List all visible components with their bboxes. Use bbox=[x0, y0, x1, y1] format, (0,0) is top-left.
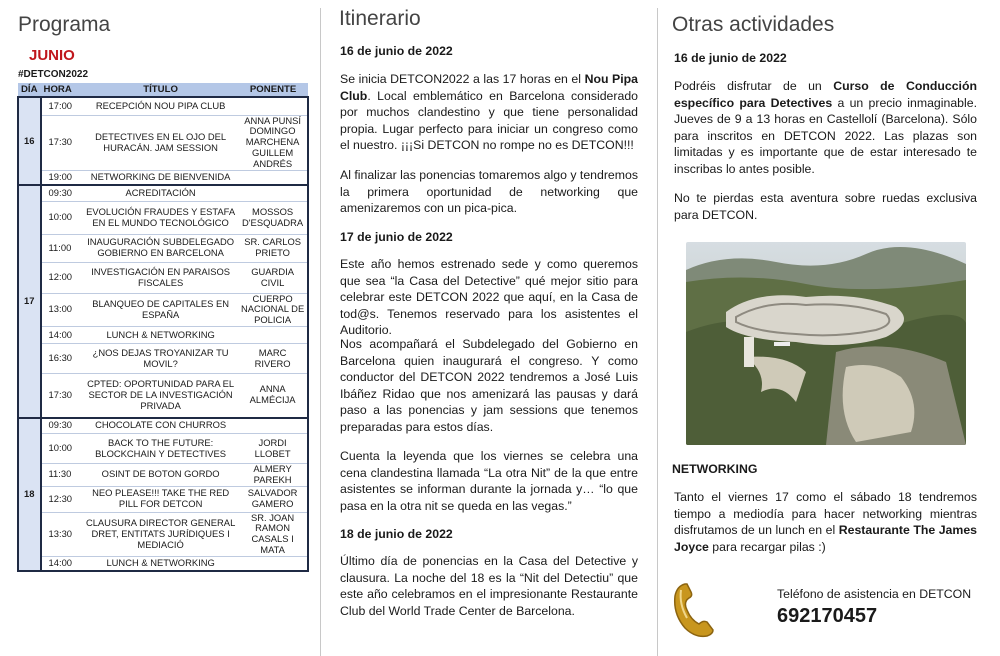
table-row bbox=[18, 486, 308, 512]
speaker-cell bbox=[238, 185, 308, 201]
speaker-cell: ANNA ALMÉCIJA bbox=[238, 374, 308, 418]
table-row bbox=[18, 418, 308, 434]
phone-number[interactable]: 692170457 bbox=[777, 605, 878, 627]
table-row bbox=[18, 234, 308, 262]
title-cell: INVESTIGACIÓN EN PARAISOS FISCALES bbox=[83, 262, 238, 293]
otras-paragraph-3: Tanto el viernes 17 como el sábado 18 tendremos tiempo a mediodía para hacer networking mientras disfrutamos de un lunch en el Restaurante The James Joyce para recargar pilas :) bbox=[674, 490, 977, 554]
speaker-cell: MARC RIVERO bbox=[238, 344, 308, 374]
time-cell: 11:30 bbox=[41, 464, 83, 487]
table-row bbox=[18, 185, 308, 201]
table-row bbox=[18, 115, 308, 170]
speaker-cell bbox=[238, 418, 308, 434]
time-cell: 12:30 bbox=[41, 486, 83, 512]
table-row bbox=[18, 201, 308, 234]
speaker-cell: SR. CARLOS PRIETO bbox=[238, 234, 308, 262]
programa-column bbox=[0, 0, 318, 656]
title-cell: CHOCOLATE CON CHURROS bbox=[83, 418, 238, 434]
time-cell: 17:00 bbox=[41, 97, 83, 115]
otras-paragraph-2: No te pierdas esta aventura sobre ruedas exclusiva para DETCON. bbox=[674, 191, 977, 222]
header-hora: HORA bbox=[41, 83, 83, 97]
time-cell: 17:30 bbox=[41, 374, 83, 418]
speaker-cell bbox=[238, 170, 308, 185]
phone-icon bbox=[671, 580, 719, 640]
itinerario-paragraph-1: Se inicia DETCON2022 a las 17 horas en el Nou Pipa Club. Local emblemático en Barcelona considerado por muchos clandestino y que tiene personalidad propia. Lugar perfecto para iniciar un congreso como el nuestro. ¡¡¡Si DETCON no rompe no es DETCON!!! bbox=[340, 72, 638, 153]
time-cell: 14:00 bbox=[41, 327, 83, 344]
title-cell: NETWORKING DE BIENVENIDA bbox=[83, 170, 238, 185]
header-ponente: PONENTE bbox=[238, 83, 308, 97]
time-cell: 13:30 bbox=[41, 512, 83, 556]
hashtag: #DETCON2022 bbox=[18, 69, 89, 80]
title-cell: NEO PLEASE!!! TAKE THE RED PILL FOR DETCON bbox=[83, 486, 238, 512]
column-divider bbox=[657, 8, 658, 656]
title-cell: EVOLUCIÓN FRAUDES Y ESTAFA EN EL MUNDO TECNOLÓGICO bbox=[83, 201, 238, 234]
racetrack-aerial-photo bbox=[686, 242, 966, 445]
title-cell: ¿NOS DEJAS TROYANIZAR TU MOVIL? bbox=[83, 344, 238, 374]
table-row bbox=[18, 512, 308, 556]
time-cell: 19:00 bbox=[41, 170, 83, 185]
title-cell: OSINT DE BOTON GORDO bbox=[83, 464, 238, 487]
day-cell: 16 bbox=[18, 97, 41, 185]
column-divider bbox=[320, 8, 321, 656]
speaker-cell: GUARDIA CIVIL bbox=[238, 262, 308, 293]
speaker-cell bbox=[238, 97, 308, 115]
phone-label: Teléfono de asistencia en DETCON bbox=[777, 587, 972, 601]
title-cell: LUNCH & NETWORKING bbox=[83, 556, 238, 571]
time-cell: 09:30 bbox=[41, 185, 83, 201]
table-row bbox=[18, 344, 308, 374]
itinerario-date-18: 18 de junio de 2022 bbox=[340, 527, 453, 541]
time-cell: 10:00 bbox=[41, 434, 83, 464]
month-label: JUNIO bbox=[29, 47, 75, 64]
speaker-cell: ALMERY PAREKH bbox=[238, 464, 308, 487]
speaker-cell: ANNA PUNSÍ DOMINGO MARCHENA GUILLEM ANDRÉS bbox=[238, 115, 308, 170]
title-cell: BLANQUEO DE CAPITALES EN ESPAÑA bbox=[83, 293, 238, 326]
day-cell: 17 bbox=[18, 185, 41, 417]
header-dia: DÍA bbox=[18, 83, 41, 97]
otras-heading: Otras actividades bbox=[672, 13, 835, 36]
title-cell: BACK TO THE FUTURE: BLOCKCHAIN Y DETECTIVES bbox=[83, 434, 238, 464]
itinerario-paragraph-2: Al finalizar las ponencias tomaremos algo y tendremos la primera oportunidad de networking que amenizaremos con un pica-pica. bbox=[340, 168, 639, 216]
itinerario-heading: Itinerario bbox=[339, 7, 421, 30]
time-cell: 13:00 bbox=[41, 293, 83, 326]
table-row bbox=[18, 170, 308, 185]
speaker-cell: SALVADOR GAMERO bbox=[238, 486, 308, 512]
title-cell: RECEPCIÓN NOU PIPA CLUB bbox=[83, 97, 238, 115]
speaker-cell bbox=[238, 327, 308, 344]
networking-label: NETWORKING bbox=[672, 462, 758, 476]
itinerario-date-17: 17 de junio de 2022 bbox=[340, 230, 453, 244]
itinerario-paragraph-6: Último día de ponencias en la Casa del Detective y clausura. La noche del 18 es la “Nit del Detectiu” que este año celebramos en el impresionante Restaurante Club del World Trade Center de Barcelona. bbox=[340, 554, 638, 618]
itinerario-date-16: 16 de junio de 2022 bbox=[340, 44, 453, 58]
table-row bbox=[18, 327, 308, 344]
table-row bbox=[18, 293, 308, 326]
time-cell: 11:00 bbox=[41, 234, 83, 262]
table-row bbox=[18, 464, 308, 487]
title-cell: INAUGURACIÓN SUBDELEGADO GOBIERNO EN BARCELONA bbox=[83, 234, 238, 262]
table-row bbox=[18, 97, 308, 115]
title-cell: LUNCH & NETWORKING bbox=[83, 327, 238, 344]
programa-heading: Programa bbox=[18, 13, 111, 36]
day-cell: 18 bbox=[18, 418, 41, 572]
itinerario-paragraph-3: Este año hemos estrenado sede y como queremos que sea “la Casa del Detective” qué mejor sitio para celebrar este DETCON 2022 que aquí, en la Casa de tod@s. Tenemos reservado para los asistentes el Auditorio. bbox=[340, 257, 638, 338]
table-row bbox=[18, 434, 308, 464]
table-row bbox=[18, 556, 308, 571]
time-cell: 10:00 bbox=[41, 201, 83, 234]
title-cell: CPTED: OPORTUNIDAD PARA EL SECTOR DE LA INVESTIGACIÓN PRIVADA bbox=[83, 374, 238, 418]
title-cell: ACREDITACIÓN bbox=[83, 185, 238, 201]
time-cell: 12:00 bbox=[41, 262, 83, 293]
speaker-cell bbox=[238, 556, 308, 571]
time-cell: 16:30 bbox=[41, 344, 83, 374]
itinerario-paragraph-5: Cuenta la leyenda que los viernes se celebra una cena clandestina llamada “La otra Nit” de la que entre asistentes se informan durante la jornada y… “lo que pasa en la otra nit se queda en las vegas.” bbox=[340, 449, 638, 513]
otras-date: 16 de junio de 2022 bbox=[674, 51, 787, 65]
title-cell: DETECTIVES EN EL OJO DEL HURACÁN. JAM SESSION bbox=[83, 115, 238, 170]
table-row bbox=[18, 374, 308, 418]
header-titulo: TÍTULO bbox=[83, 83, 238, 97]
itinerario-paragraph-4: Nos acompañará el Subdelegado del Gobierno en Barcelona quien inaugurará el congreso. Y como conductor del DETCON 2022 tendremos a José Luis Ibáñez Ridao que nos amenizará las pausas y dará paso a las ponencias y jam sessions que tenemos preparadas para estos días. bbox=[340, 337, 638, 434]
time-cell: 14:00 bbox=[41, 556, 83, 571]
speaker-cell: CUERPO NACIONAL DE POLICIA bbox=[238, 293, 308, 326]
table-row bbox=[18, 262, 308, 293]
time-cell: 17:30 bbox=[41, 115, 83, 170]
speaker-cell: MOSSOS D'ESQUADRA bbox=[238, 201, 308, 234]
program-table bbox=[17, 83, 309, 572]
otras-paragraph-1: Podréis disfrutar de un Curso de Conducción específico para Detectives a un precio inmaginable. Jueves de 9 a 13 horas en Castellolí (Barcelona). Sólo para inscritos en DETCON 2022. Las plazas son limitadas y es importante que de estar interesado te inscribas lo antes posible. bbox=[674, 79, 977, 176]
speaker-cell: SR. JOAN RAMON CASALS I MATA bbox=[238, 512, 308, 556]
time-cell: 09:30 bbox=[41, 418, 83, 434]
speaker-cell: JORDI LLOBET bbox=[238, 434, 308, 464]
title-cell: CLAUSURA DIRECTOR GENERAL DRET, ENTITATS JURÍDIQUES I MEDIACIÓ bbox=[83, 512, 238, 556]
